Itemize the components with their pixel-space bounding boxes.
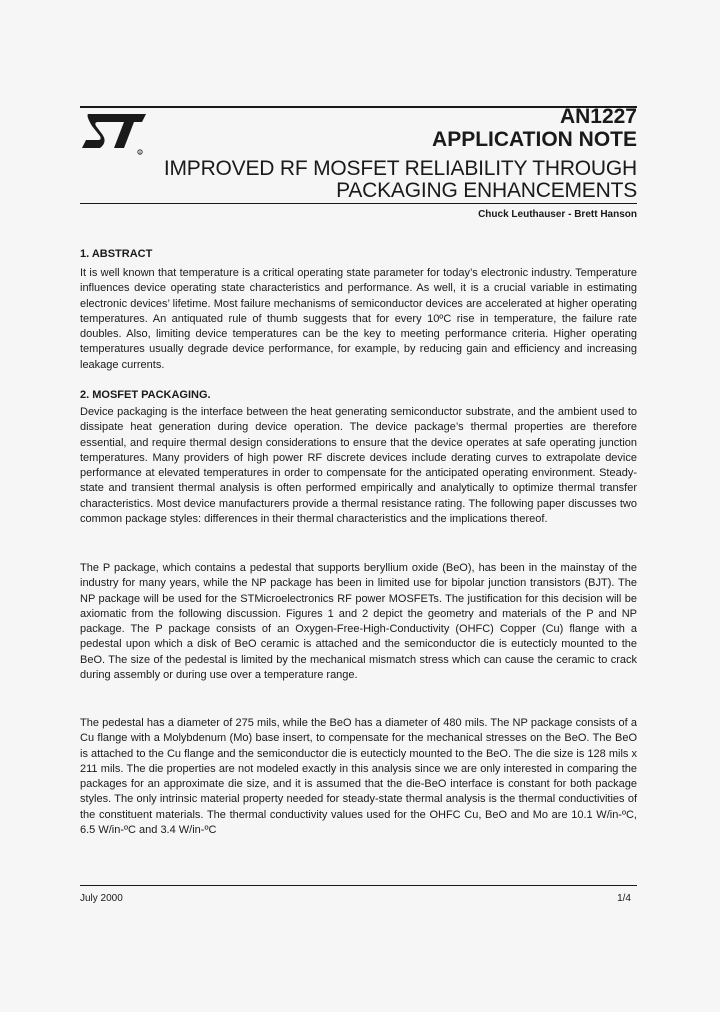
doc-type: APPLICATION NOTE — [432, 128, 637, 151]
packaging-heading: 2. MOSFET PACKAGING. — [80, 389, 211, 401]
st-logo-icon — [80, 108, 146, 156]
packaging-paragraph-3: The pedestal has a diameter of 275 mils, while the BeO has a diameter of 480 mils. The NP package consists of a Cu flange with a Molybdenum (Mo) base insert, to compensate for the mechanical stresses on the BeO. The BeO is attached to the Cu flange and the semiconductor die is eutecticly mounted to the BeO. The die size is 128 mils x 211 mils. The die properties are not modeled exactly in this analysis since we are only interested in comparing the packages for an approximate die size, and it is assumed that the die-BeO interface is constant for both package styles. The only intrinsic material property needed for steady-state thermal analysis is the thermal conductivities of the constituent materials. The thermal conductivity values used for the OHFC Cu, BeO and Mo are 10.1 W/in-ºC, 6.5 W/in-ºC and 3.4 W/in-ºC — [80, 717, 637, 837]
packaging-paragraph-1: Device packaging is the interface between the heat generating semiconductor substrate, and the ambient used to dissipate heat generation during device operation. The device package’s thermal properties are therefore essential, and require thermal design considerations to ensure that the device operates at safe operating junction temperatures. Many providers of high power RF discrete devices include derating curves to extrapolate device performance at elevated temperatures in order to compensate for the anticipated operating environment. Steady-state and transient thermal analysis is often performed empirically and analytically to optimize thermal transfer characteristics. Most device manufacturers provide a thermal resistance rating. The following paper discusses two common package styles: differences in their thermal characteristics and the implications thereof. — [80, 406, 637, 526]
title-line-1: IMPROVED RF MOSFET RELIABILITY THROUGH — [163, 157, 637, 180]
footer-date: July 2000 — [80, 893, 123, 904]
svg-text:R: R — [138, 150, 142, 155]
title-rule — [80, 203, 637, 204]
page-number: 1/4 — [617, 893, 631, 904]
abstract-heading: 1. ABSTRACT — [80, 248, 153, 260]
packaging-paragraph-2: The P package, which contains a pedestal that supports beryllium oxide (BeO), has been in the mainstay of the industry for many years, while the NP package has been in limited use for bipolar junction transistors (BJT). The NP package will be used for the STMicroelectronics RF power MOSFETs. The justification for this decision will be axiomatic from the following discussion. Figures 1 and 2 depict the geometry and materials of the P and NP package. The P package consists of an Oxygen-Free-High-Conductivity (OHFC) Copper (Cu) flange with a pedestal upon which a disk of BeO ceramic is attached and the semiconductor die is eutecticly mounted to the BeO. The size of the pedestal is limited by the mechanical mismatch stress which can cause the ceramic to crack during assembly or during use over a temperature range. — [80, 562, 637, 682]
header-rule — [80, 106, 637, 108]
document-title — [117, 158, 637, 202]
abstract-paragraph: It is well known that temperature is a critical operating state parameter for today’s electronic industry. Temperature influences device operating state characteristics and performance. As well, it is a crucial variable in estimating electronic devices’ lifetime. Most failure mechanisms of semiconductor devices are accelerated at higher operating temperatures. An antiquated rule of thumb suggests that for every 10ºC rise in temperature, the failure rate doubles. Also, limiting device temperatures can be the key to meeting performance criteria. Higher operating temperatures usually degrade device performance, for example, by reducing gain and efficiency and increasing leakage currents. — [80, 267, 637, 371]
authors: Chuck Leuthauser - Brett Hanson — [478, 209, 637, 220]
footer-rule — [80, 885, 637, 886]
doc-number: AN1227 — [559, 105, 637, 128]
title-line-2: PACKAGING ENHANCEMENTS — [336, 179, 637, 202]
